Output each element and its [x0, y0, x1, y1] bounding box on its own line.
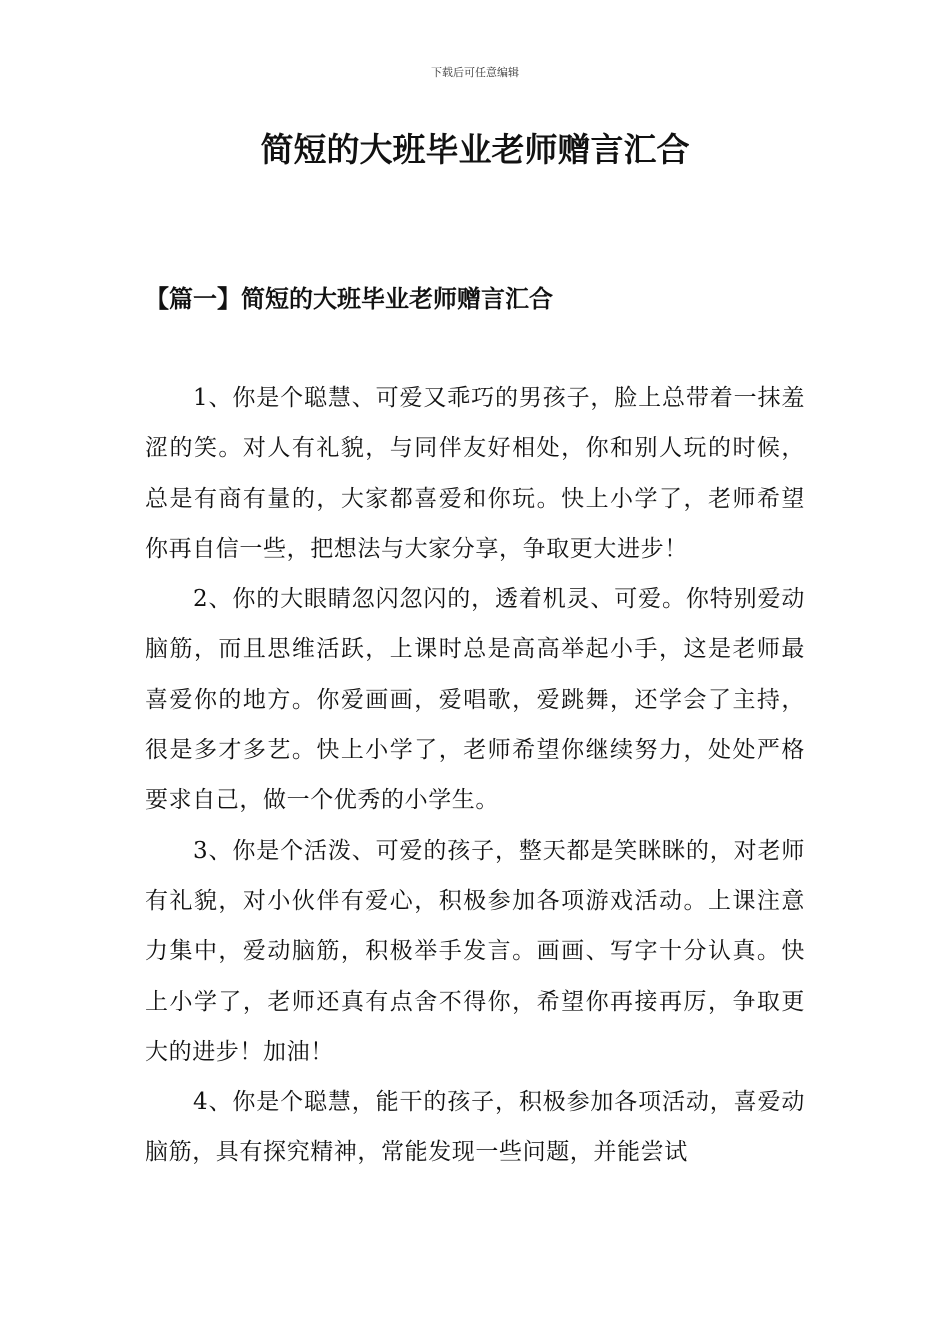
paragraph-2: 2、你的大眼睛忽闪忽闪的，透着机灵、可爱。你特别爱动脑筋，而且思维活跃，上课时总是高高举起小手，这是老师最喜爱你的地方。你爱画画，爱唱歌，爱跳舞，还学会了主持，很是多才多艺。快上小学了，老师希望你继续努力，处处严格要求自己，做一个优秀的小学生。 [145, 586, 805, 814]
document-body [145, 373, 805, 1178]
paragraph-3: 3、你是个活泼、可爱的孩子，整天都是笑眯眯的，对老师有礼貌，对小伙伴有爱心，积极参加各项游戏活动。上课注意力集中，爱动脑筋，积极举手发言。画画、写字十分认真。快上小学了，老师还真有点舍不得你，希望你再接再厉，争取更大的进步！加油！ [145, 837, 805, 1065]
header-note: 下载后可任意编辑 [431, 66, 519, 79]
paragraph-1: 1、你是个聪慧、可爱又乖巧的男孩子，脸上总带着一抹羞涩的笑。对人有礼貌，与同伴友好相处，你和别人玩的时候，总是有商有量的，大家都喜爱和你玩。快上小学了，老师希望你再自信一些，把想法与大家分享，争取更大进步！ [145, 385, 805, 562]
paragraph-4: 4、你是个聪慧，能干的孩子，积极参加各项活动，喜爱动脑筋，具有探究精神，常能发现一些问题，并能尝试 [145, 1089, 805, 1166]
document-title: 简短的大班毕业老师赠言汇合 [260, 130, 690, 169]
section-heading: 【篇一】简短的大班毕业老师赠言汇合 [145, 284, 553, 313]
